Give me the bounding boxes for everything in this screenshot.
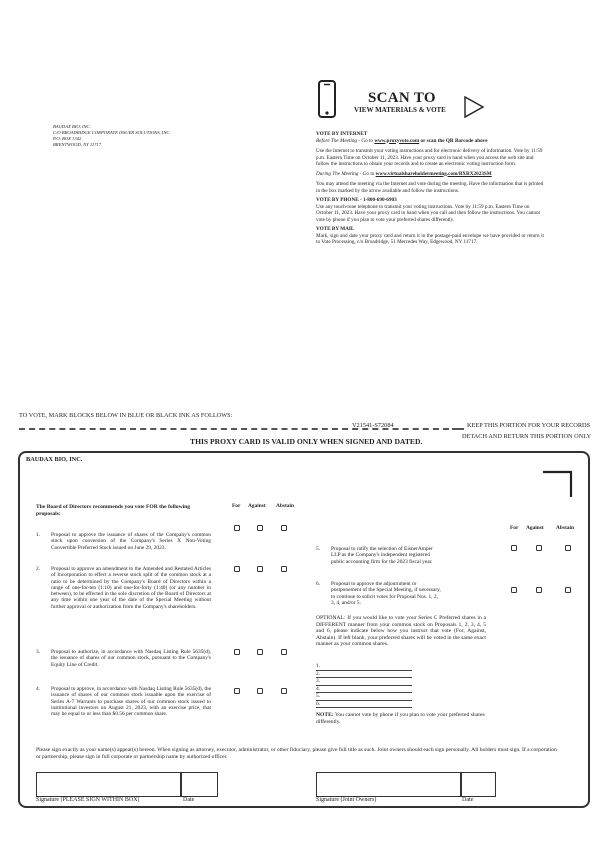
p2-against-checkbox[interactable] <box>257 566 263 572</box>
p2-abstain-checkbox[interactable] <box>281 566 287 572</box>
keep-portion: KEEP THIS PORTION FOR YOUR RECORDS <box>467 422 591 429</box>
board-recommendation: The Board of Directors recommends you vote FOR the following proposals: <box>36 504 191 517</box>
col-abstain-right: Abstain <box>556 525 574 531</box>
signature-label: Signature [PLEASE SIGN WITHIN BOX] <box>36 797 140 803</box>
p3-against-checkbox[interactable] <box>257 649 263 655</box>
mark-instructions: TO VOTE, MARK BLOCKS BELOW IN BLUE OR BLACK INK AS FOLLOWS: <box>19 412 233 419</box>
joint-signature-label: Signature (Joint Owners) <box>316 797 377 803</box>
joint-date-label: Date <box>462 797 474 803</box>
date-label: Date <box>183 797 195 803</box>
proposal-text: Proposal to authorize, in accordance with Nasdaq Listing Rule 5635(d), the issuance of shares of our common stock, pursuant to the Company's Equity Line of Credit. <box>51 649 211 668</box>
before-meeting-body: Use the Internet to transmit your voting instructions and for electronic delivery of information. Vote by 11:59 p.m. Eastern Time on October 11, 2023. Have your proxy card in hand when you access the web site and follow the instructions to obtain your records and to create an electronic voting instruction form. <box>316 148 543 167</box>
preferred-line[interactable]: 3. <box>316 678 412 686</box>
col-against-left: Against <box>248 503 266 509</box>
p3-abstain-checkbox[interactable] <box>281 649 287 655</box>
preferred-line[interactable]: 4. <box>316 686 412 694</box>
internet-heading: VOTE BY INTERNET <box>316 131 368 137</box>
proposal-text: Proposal to approve the issuance of shares of the Company's common stock upon conversion of the Company's Series X Non-Voting Convertible Preferred Stock issued on June 29, 2023. <box>51 532 211 551</box>
vote-instructions <box>316 131 544 246</box>
p1-for-checkbox[interactable] <box>234 525 240 531</box>
p4-for-checkbox[interactable] <box>234 688 240 694</box>
col-abstain-left: Abstain <box>276 503 294 509</box>
phone-heading: VOTE BY PHONE - 1-800-690-6903 <box>316 197 397 203</box>
address-line-2: P.O. BOX 1342 <box>53 136 82 141</box>
proposal-text: Proposal to approve, in accordance with Nasdaq Listing Rule 5635(d), the issuance of shares of our common stock issuable upon the exercise of Series A-7 Warrants to purchase shares of our common stock issued to institutional investors on August 21, 2023, with an exercise price, that may be equal to or less than $0.56 per common share. <box>51 686 211 718</box>
company-address <box>53 124 203 148</box>
optional-instructions: OPTIONAL: If you would like to vote your Series C Preferred shares in a DIFFERENT manner from your common stock on Proposals 1, 2, 3, 4, 5 and 6, please indicate below how you instruct that vote (For, Against, Abstain). If left blank, your preferred shares will be voted in the same exact manner as your common shares. <box>316 615 486 648</box>
p1-abstain-checkbox[interactable] <box>281 525 287 531</box>
proposal-number: 4. <box>36 686 41 692</box>
col-against-right: Against <box>526 525 544 531</box>
mail-heading: VOTE BY MAIL <box>316 226 355 232</box>
proposal-number: 5. <box>316 546 321 552</box>
p3-for-checkbox[interactable] <box>234 649 240 655</box>
preferred-line[interactable]: 2. <box>316 671 412 679</box>
date-box[interactable] <box>181 772 218 797</box>
preferred-line[interactable]: 6. <box>316 701 412 709</box>
joint-date-box[interactable] <box>461 772 496 797</box>
p5-abstain-checkbox[interactable] <box>565 545 571 551</box>
sign-instructions: Please sign exactly as your name(s) appear(s) hereon. When signing as attorney, executor, administrator, or other fiduciary, please give full title as such. Joint owners should each sign personally. All holders must sign. If a corporation or partnership, please sign in full corporate or partnership name by authorized officer. <box>36 747 557 760</box>
before-goto: - Go to <box>357 137 375 144</box>
detach-line-left <box>19 428 449 430</box>
proposal-number: 3. <box>36 649 41 655</box>
phone-icon <box>318 80 336 118</box>
during-meeting-body: You may attend the meeting via the Internet and vote during the meeting. Have the information that is printed in the box marked by the arrow available and follow the instructions. <box>316 181 544 194</box>
address-line-1: C/O BROADRIDGE CORPORATE ISSUER SOLUTIONS, INC. <box>53 130 171 135</box>
proposal-text: Proposal to approve an amendment to the Amended and Restated Articles of Incorporation to effect a reverse stock split of the common stock at a ratio to be determined by the Company's Board of Directors within a range of one-for-ten (1:10) and one-for-forty (1:40) (or any number in between), to be effected in the sole discretion of the Board of Directors at any time within one year of the date of the Special Meeting without further approval or authorization from the Company's shareholders. <box>51 566 211 610</box>
control-number: V21541-S72084 <box>352 422 394 429</box>
p5-against-checkbox[interactable] <box>536 545 542 551</box>
p6-abstain-checkbox[interactable] <box>565 587 571 593</box>
note-text: You cannot vote by phone if you plan to vote your preferred shares differently. <box>316 712 485 725</box>
scan-title: SCAN TO <box>368 90 436 106</box>
mail-body: Mark, sign and date your proxy card and return it in the postage-paid envelope we have provided or return it to Vote Processing, c/o Broadridge, 51 Mercedes Way, Edgewood, NY 11717. <box>316 232 544 245</box>
virtual-meeting-link[interactable]: www.virtualshareholdermeeting.com/BXRX2023SM <box>375 170 492 177</box>
corner-mark <box>541 470 573 498</box>
scan-subtitle: VIEW MATERIALS & VOTE <box>354 106 446 114</box>
proposal-text: Proposal to approve the adjournment or postponement of the Special Meeting, if necessary, to continue to solicit votes for Proposal Nos. 1, 2, 3, 4, and/or 5. <box>331 581 441 606</box>
arrow-right-icon <box>463 95 485 119</box>
p6-for-checkbox[interactable] <box>511 587 517 593</box>
detach-portion: DETACH AND RETURN THIS PORTION ONLY <box>462 433 592 440</box>
signature-box[interactable] <box>36 772 181 797</box>
preferred-line[interactable]: 5. <box>316 693 412 701</box>
p4-abstain-checkbox[interactable] <box>281 688 287 694</box>
col-for-right: For <box>510 525 519 531</box>
preferred-vote-lines <box>316 663 412 708</box>
p2-for-checkbox[interactable] <box>234 566 240 572</box>
p4-against-checkbox[interactable] <box>257 688 263 694</box>
before-tail: or scan the QR Barcode above <box>419 137 488 144</box>
valid-notice: THIS PROXY CARD IS VALID ONLY WHEN SIGNED AND DATED. <box>190 437 423 446</box>
proxyvote-link[interactable]: www.proxyvote.com <box>374 137 420 144</box>
note-label: NOTE: <box>316 712 334 718</box>
during-goto: - Go to <box>358 170 376 177</box>
address-line-3: BRENTWOOD, NY 11717 <box>53 142 102 147</box>
p5-for-checkbox[interactable] <box>511 545 517 551</box>
note <box>316 712 488 725</box>
during-meeting-label: During The Meeting <box>316 170 359 177</box>
joint-signature-box[interactable] <box>316 772 461 797</box>
col-for-left: For <box>232 503 241 509</box>
proposal-number: 2. <box>36 566 41 572</box>
p6-against-checkbox[interactable] <box>536 587 542 593</box>
phone-body: Use any touch-tone telephone to transmit your voting instructions. Vote by 11:59 p.m. Eastern Time on October 11, 2023. Have your proxy card in hand when you call and then follow the instructions. You cannot vote by phone if you plan to vote your preferred shares differently. <box>316 203 540 223</box>
proposal-number: 1. <box>36 532 41 538</box>
before-meeting-label: Before The Meeting <box>316 137 358 144</box>
p1-against-checkbox[interactable] <box>257 525 263 531</box>
proposal-text: Proposal to ratify the selection of EisnerAmper LLP as the Company's independent registered public accounting firm for the 2023 fiscal year. <box>331 546 433 565</box>
card-company-name: BAUDAX BIO, INC. <box>26 456 83 463</box>
proposal-number: 6. <box>316 581 321 587</box>
detach-line-right <box>452 428 464 430</box>
company-name: BAUDAX BIO, INC. <box>53 124 91 129</box>
preferred-line[interactable]: 1. <box>316 663 412 671</box>
